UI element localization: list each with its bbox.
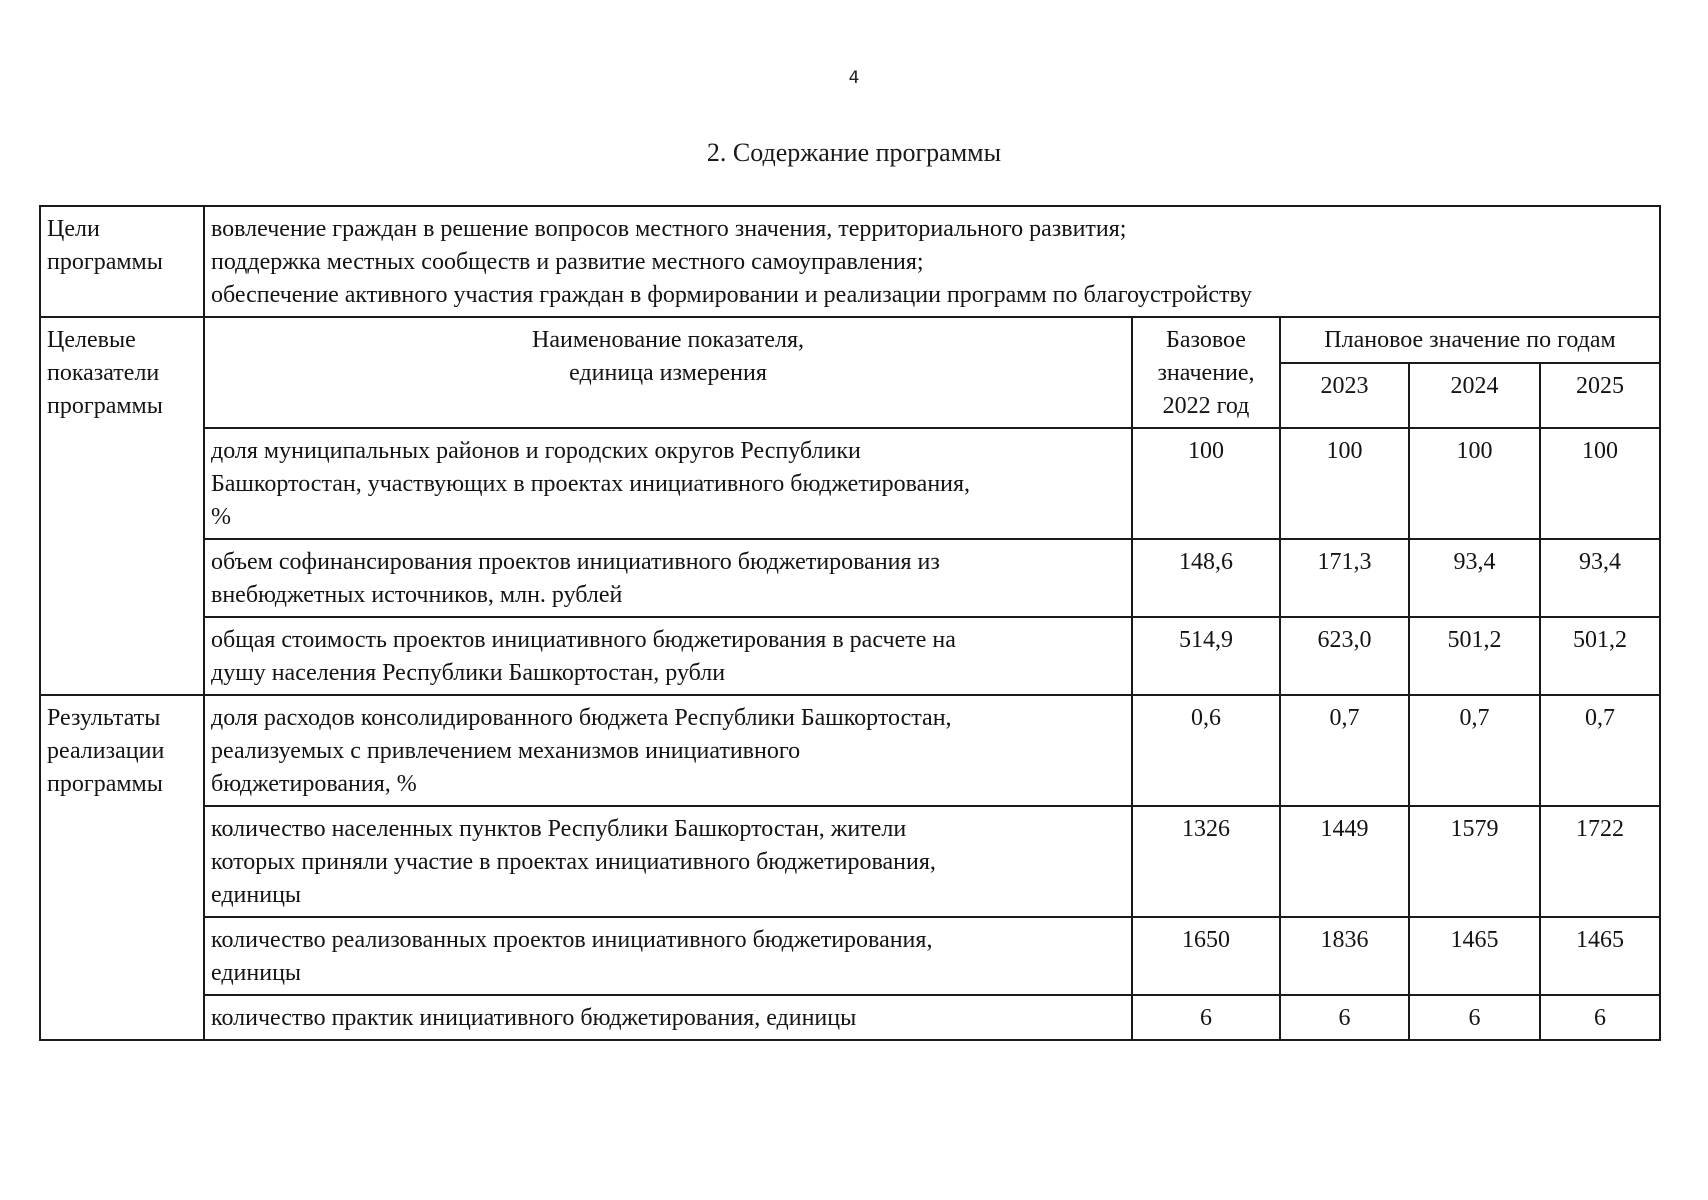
value-2025-cell: 1465 [1540, 917, 1660, 995]
indicators-label-line: показатели [47, 360, 160, 386]
indicator-name-cell [204, 539, 1132, 617]
table-row [40, 917, 1660, 995]
goals-label-line: Цели [47, 216, 100, 242]
result-name-line: единицы [211, 960, 302, 986]
result-name-line: доля расходов консолидированного бюджета Республики Башкортостан, [211, 705, 952, 731]
value-2024-cell: 0,7 [1409, 695, 1540, 806]
result-name-cell [204, 806, 1132, 917]
result-name-line: реализуемых с привлечением механизмов инициативного [211, 738, 801, 764]
results-label-line: программы [47, 771, 163, 797]
value-2024-cell: 1465 [1409, 917, 1540, 995]
indicators-label-line: программы [47, 393, 163, 419]
indicators-label-cell [40, 317, 204, 695]
goal-line: поддержка местных сообществ и развитие местного самоуправления; [211, 249, 924, 275]
base-value-cell: 148,6 [1132, 539, 1280, 617]
year-header-2025: 2025 [1540, 363, 1660, 428]
table-row [40, 806, 1660, 917]
indicator-name-line: % [211, 504, 231, 530]
value-2025-cell: 6 [1540, 995, 1660, 1040]
table-row [40, 539, 1660, 617]
value-2025-cell: 0,7 [1540, 695, 1660, 806]
program-table [39, 205, 1661, 1041]
indicator-name-cell [204, 428, 1132, 539]
result-name-line: количество населенных пунктов Республики Башкортостан, жители [211, 816, 907, 842]
indicator-name-line: Башкортостан, участвующих в проектах инициативного бюджетирования, [211, 471, 971, 497]
header-base-line: 2022 год [1162, 393, 1250, 419]
result-name-cell [204, 917, 1132, 995]
section-title: 2. Содержание программы [706, 138, 1002, 167]
goal-line: обеспечение активного участия граждан в формировании и реализации программ по благоустройству [211, 282, 1252, 308]
year-header-2023: 2023 [1280, 363, 1409, 428]
results-label-line: реализации [47, 738, 165, 764]
value-2024-cell: 100 [1409, 428, 1540, 539]
value-2025-cell: 501,2 [1540, 617, 1660, 695]
results-label-cell [40, 695, 204, 1040]
goal-line: вовлечение граждан в решение вопросов местного значения, территориального развития; [211, 216, 1127, 242]
header-base-line: значение, [1157, 360, 1255, 386]
indicator-name-line: доля муниципальных районов и городских округов Республики [211, 438, 861, 464]
table-row [40, 995, 1660, 1040]
result-name-line: которых приняли участие в проектах инициативного бюджетирования, [211, 849, 936, 875]
base-value-cell: 100 [1132, 428, 1280, 539]
value-2024-cell: 93,4 [1409, 539, 1540, 617]
header-base-cell [1132, 317, 1280, 428]
value-2024-cell: 6 [1409, 995, 1540, 1040]
result-name-line: единицы [211, 882, 302, 908]
indicator-name-line: общая стоимость проектов инициативного бюджетирования в расчете на [211, 627, 956, 653]
header-name-cell [204, 317, 1132, 428]
result-name-cell [204, 695, 1132, 806]
indicator-name-line: внебюджетных источников, млн. рублей [211, 582, 623, 608]
header-plan-cell: Плановое значение по годам [1280, 317, 1660, 363]
goals-label-cell [40, 206, 204, 317]
value-2023-cell: 171,3 [1280, 539, 1409, 617]
value-2025-cell: 93,4 [1540, 539, 1660, 617]
result-name-line: количество практик инициативного бюджетирования, единицы [211, 1005, 857, 1031]
value-2023-cell: 6 [1280, 995, 1409, 1040]
value-2025-cell: 1722 [1540, 806, 1660, 917]
goals-label-line: программы [47, 249, 163, 275]
value-2023-cell: 1449 [1280, 806, 1409, 917]
page-number: 4 [848, 68, 860, 88]
goals-row [40, 206, 1660, 317]
year-header-2024: 2024 [1409, 363, 1540, 428]
goals-text-cell [204, 206, 1660, 317]
base-value-cell: 1650 [1132, 917, 1280, 995]
value-2024-cell: 1579 [1409, 806, 1540, 917]
indicator-name-line: объем софинансирования проектов инициативного бюджетирования из [211, 549, 940, 575]
value-2023-cell: 623,0 [1280, 617, 1409, 695]
value-2023-cell: 0,7 [1280, 695, 1409, 806]
value-2025-cell: 100 [1540, 428, 1660, 539]
result-name-line: бюджетирования, % [211, 771, 417, 797]
table-row [40, 695, 1660, 806]
header-name-line: единица измерения [569, 360, 767, 386]
indicator-name-line: душу населения Республики Башкортостан, рубли [211, 660, 726, 686]
table-row [40, 428, 1660, 539]
base-value-cell: 0,6 [1132, 695, 1280, 806]
indicators-label-line: Целевые [47, 327, 136, 353]
base-value-cell: 6 [1132, 995, 1280, 1040]
header-row [40, 317, 1660, 363]
value-2024-cell: 501,2 [1409, 617, 1540, 695]
result-name-line: количество реализованных проектов инициативного бюджетирования, [211, 927, 933, 953]
header-base-line: Базовое [1166, 327, 1246, 353]
table-row [40, 617, 1660, 695]
value-2023-cell: 100 [1280, 428, 1409, 539]
result-name-cell [204, 995, 1132, 1040]
indicator-name-cell [204, 617, 1132, 695]
base-value-cell: 514,9 [1132, 617, 1280, 695]
base-value-cell: 1326 [1132, 806, 1280, 917]
value-2023-cell: 1836 [1280, 917, 1409, 995]
header-name-line: Наименование показателя, [532, 327, 804, 353]
results-label-line: Результаты [47, 705, 161, 731]
